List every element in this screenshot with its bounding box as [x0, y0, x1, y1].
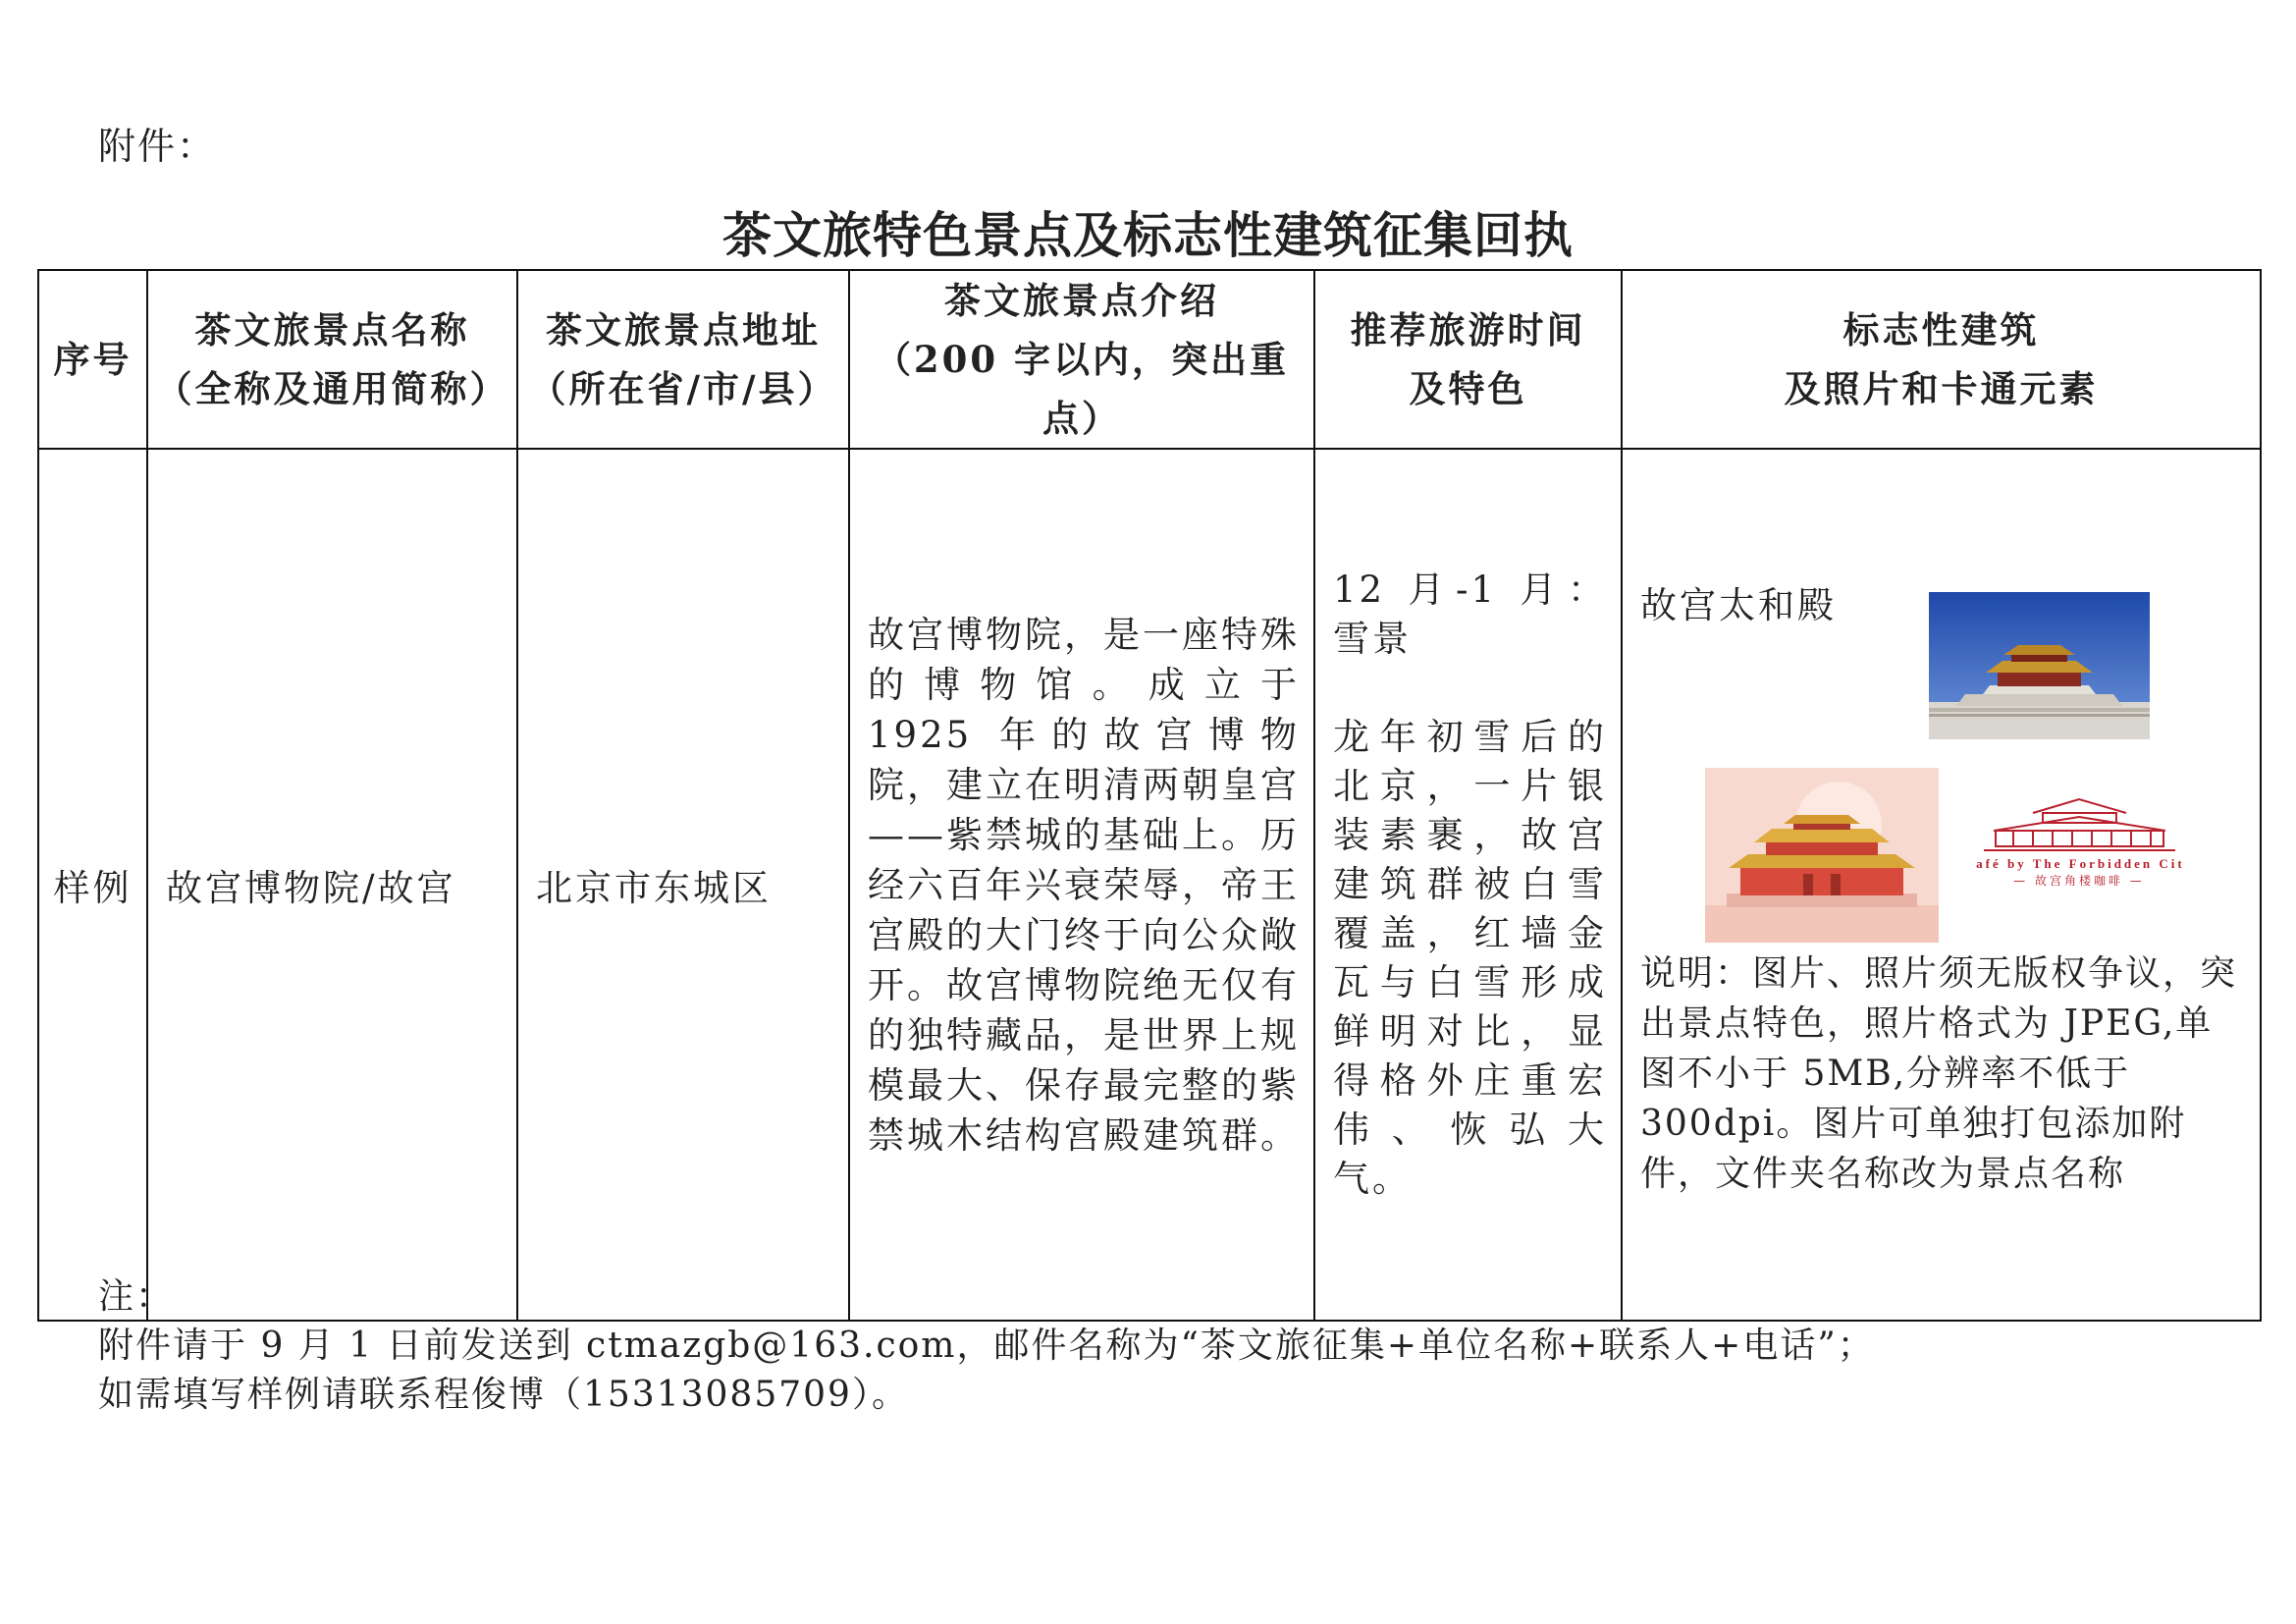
notes-section	[98, 1272, 1875, 1420]
cell-season	[1314, 449, 1622, 1321]
cell-building	[1622, 449, 2261, 1321]
document-title: 茶文旅特色景点及标志性建筑征集回执	[722, 207, 1574, 264]
cafe-logo-text-cn: — 故宫角楼咖啡 —	[2013, 874, 2145, 888]
header-seq: 序号	[38, 270, 147, 449]
building-name: 故宫太和殿	[1640, 584, 1837, 626]
season-title: 12 月-1 月：雪景	[1333, 568, 1607, 660]
cell-intro: 故宫博物院，是一座特殊的博物馆。成立于 1925 年的故宫博物院，建立在明清两朝皇宫——紫禁城的基础上。历经六百年兴衰荣辱，帝王宫殿的大门终于向公众敞开。故宫博物院绝无仅有的独特藏品，是世界上规模最大、保存最完整的紫禁城木结构宫殿建筑群。	[849, 449, 1314, 1321]
header-season: 推荐旅游时间 及特色	[1314, 270, 1622, 449]
header-name: 茶文旅景点名称 （全称及通用简称）	[147, 270, 517, 449]
notes-label: 注：	[98, 1276, 174, 1317]
notes-line-2: 如需填写样例请联系程俊博（15313085709）。	[98, 1375, 909, 1415]
cell-address: 北京市东城区	[517, 449, 849, 1321]
forbidden-city-cartoon	[1705, 768, 1939, 943]
taihe-hall-photo	[1929, 592, 2150, 739]
header-intro: 茶文旅景点介绍 （200 字以内，突出重点）	[849, 270, 1314, 449]
header-row	[38, 270, 2261, 449]
cell-seq: 样例	[38, 449, 147, 1321]
cafe-logo	[1974, 791, 2185, 890]
season-description: 龙年初雪后的北京，一片银装素裹，故宫建筑群被白雪覆盖，红墙金瓦与白雪形成鲜明对比，显得格外庄重宏伟、恢弘大气。	[1333, 716, 1607, 1200]
notes-line-1: 附件请于 9 月 1 日前发送到 ctmazgb@163.com，邮件名称为“茶文旅征集+单位名称+联系人+电话”；	[98, 1326, 1875, 1366]
attachment-label: 附件：	[98, 125, 217, 168]
cell-name: 故宫博物院/故宫	[147, 449, 517, 1321]
header-building: 标志性建筑 及照片和卡通元素	[1622, 270, 2261, 449]
building-note: 说明：图片、照片须无版权争议，突出景点特色，照片格式为 JPEG,单图不小于 5MB,分辨率不低于 300dpi。图片可单独打包添加附件，文件夹名称改为景点名称	[1640, 953, 2238, 1194]
cafe-logo-text-en: Café by The Forbidden City	[1974, 856, 2185, 871]
header-address: 茶文旅景点地址 （所在省/市/县）	[517, 270, 849, 449]
collection-table	[37, 269, 2262, 1322]
table-row-sample	[38, 449, 2261, 1321]
